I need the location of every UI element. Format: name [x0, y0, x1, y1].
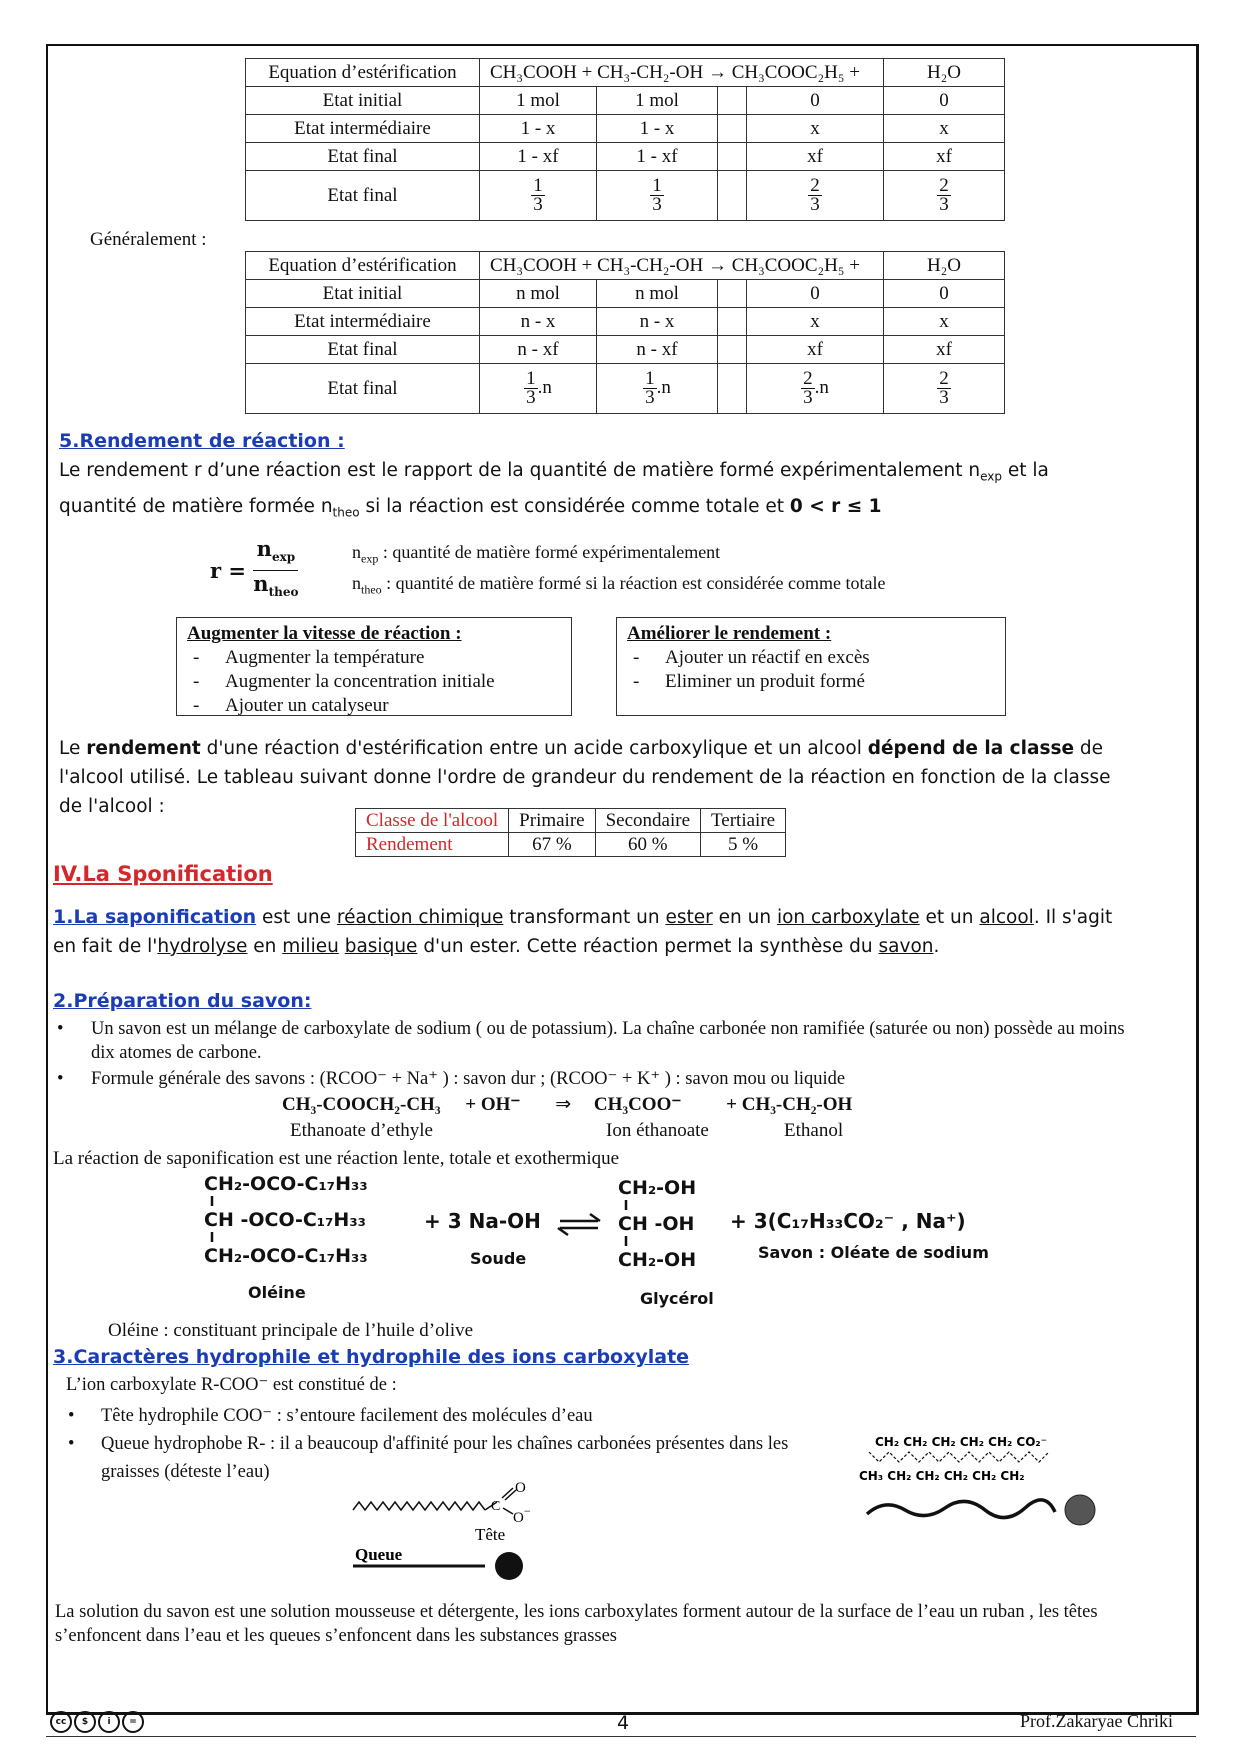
oleine-caption: Oléine : constituant principale de l’huile d’olive: [108, 1320, 474, 1341]
queue-label: Queue: [355, 1545, 403, 1564]
oleine-line-1: CH₂-OCO-C₁₇H₃₃: [204, 1173, 368, 1195]
page-number: 4: [617, 1712, 630, 1734]
table-row: Etat initial 1 mol 1 mol 0 0: [246, 87, 1005, 115]
table-header: H₂O: [884, 59, 1005, 87]
yield-definition: Le rendement r d’une réaction est le rapport de la quantité de matière formé expérimentalement $n_{exp}$ et la quantité de matière formée $n_{theo}$ si la réaction est considérée comme totale et 0 < r ≤ 1: [59, 460, 1049, 520]
table-row: Etat intermédiaire 1 - x 1 - x x x: [246, 115, 1005, 143]
svg-text:O−: O−: [513, 1504, 531, 1526]
section-3-title: 3.Caractères hydrophile et hydrophile des ions carboxylate: [53, 1346, 690, 1368]
table-row: Etat final $\frac{1}{3}$ $\frac{1}{3}$ $\frac{2}{3}$ $\frac{2}{3}$: [246, 171, 1005, 221]
list-item: - Ajouter un réactif en excès: [627, 646, 995, 670]
sodium-hydroxide: + 3 Na-OH: [424, 1209, 541, 1233]
table-header: CH₃COOH + CH₃-CH₂-OH → CH₃COOC₂H₅ +: [480, 59, 884, 87]
yield-formula: r = $\frac{n_{exp}}{n_{theo}}$: [210, 536, 299, 600]
glycerol-label: Glycérol: [640, 1289, 714, 1308]
glycerol-line-3: CH₂-OH: [618, 1249, 697, 1271]
section-5-title: 5.Rendement de réaction :: [59, 430, 345, 452]
table-row: Etat final n - xf n - xf xf xf: [246, 336, 1005, 364]
table-row: Etat final $\frac{1}{3}$ .n $\frac{1}{3}$ .n $\frac{2}{3}$ .n $\frac{2}{3}$: [246, 364, 1005, 414]
soap-label: Savon : Oléate de sodium: [758, 1243, 989, 1262]
svg-text:O: O: [515, 1480, 526, 1496]
chain-top-row: CH₂ CH₂ CH₂ CH₂ CH₂ CO₂⁻: [875, 1435, 1048, 1449]
carboxylate-ion-diagram: [345, 1480, 565, 1590]
list-item: • Un savon est un mélange de carboxylate de sodium ( ou de potassium). La chaîne carbonée non ramifiée (saturée ou non) possède au moins dix atomes de carbone.: [55, 1017, 1140, 1065]
ester-hydrolysis-equation: CH₃-COOCH₂-CH₃ + OH⁻ ⇒ CH₃COO⁻ + CH₃-CH₂-OH: [282, 1094, 853, 1115]
tete-label: Tête: [475, 1525, 506, 1544]
oleine-label: Oléine: [248, 1283, 306, 1302]
oleine-line-2: CH -OCO-C₁₇H₃₃: [204, 1209, 366, 1231]
license-badges: cc $ i =: [50, 1712, 144, 1732]
list-item: - Augmenter la concentration initiale: [187, 670, 561, 694]
saponification-characteristics: La réaction de saponification est une réaction lente, totale et exothermique: [53, 1148, 620, 1169]
table-row: Rendement 67 % 60 % 5 %: [356, 833, 786, 857]
carboxylate-intro: L’ion carboxylate R-COO⁻ est constitué de :: [66, 1375, 397, 1395]
yield-box: Améliorer le rendement : - Ajouter un réactif en excès - Eliminer un produit formé: [616, 617, 1006, 716]
footer-rule: [46, 1736, 1196, 1737]
table-header: CH₃COOH + CH₃-CH₂-OH → CH₃COOC₂H₅ +: [480, 252, 884, 280]
yield-class-paragraph: Le rendement d'une réaction d'estérification entre un acide carboxylique et un alcool dépend de la classe de l'alcool utilisé. Le tableau suivant donne l'ordre de grandeur du rendement de la réaction en fonction de la classe de l'alcool :: [59, 738, 1111, 817]
alcohol-class-table: Classe de l'alcool Primaire Secondaire Tertiaire Rendement 67 % 60 % 5 %: [355, 808, 786, 857]
esterification-table-2: [245, 251, 1005, 414]
yield-legend: $n_{exp}$ : quantité de matière formé expérimentalement $n_{theo}$ : quantité de matière formé si la réaction est considérée comme totale: [352, 542, 886, 597]
oleine-line-3: CH₂-OCO-C₁₇H₃₃: [204, 1245, 368, 1267]
table-header: H₂O: [884, 252, 1005, 280]
list-item: - Ajouter un catalyseur: [187, 694, 561, 718]
hydrophilic-head: [495, 1552, 523, 1580]
list-item: • Tête hydrophile COO⁻ : s’entoure facilement des molécules d’eau: [66, 1402, 826, 1430]
carboxylate-bullets: [66, 1402, 826, 1486]
section-iv-title: IV.La Sponification: [53, 862, 273, 886]
list-item: • Formule générale des savons : (RCOO⁻ + Na⁺ ) : savon dur ; (RCOO⁻ + K⁺ ) : savon mou ou liquide: [55, 1067, 1140, 1091]
esterification-table-1: [245, 58, 1005, 221]
list-item: - Eliminer un produit formé: [627, 670, 995, 694]
soude-label: Soude: [470, 1249, 527, 1268]
chain-bottom-row: CH₃ CH₂ CH₂ CH₂ CH₂ CH₂: [859, 1469, 1025, 1483]
glycerol-line-1: CH₂-OH: [618, 1177, 697, 1199]
soap-bullets: [55, 1017, 1140, 1091]
table-row: Etat intermédiaire n - x n - x x x: [246, 308, 1005, 336]
author: Prof.Zakaryae Chriki: [1020, 1711, 1173, 1731]
list-item: • Queue hydrophobe R- : il a beaucoup d'affinité pour les chaînes carbonées présentes dans les graisses (déteste l’eau): [66, 1430, 826, 1486]
table-row: Etat final 1 - xf 1 - xf xf xf: [246, 143, 1005, 171]
triglyceride-saponification-diagram: [200, 1170, 990, 1318]
hydrocarbon-chain-diagram: [855, 1428, 1105, 1528]
glycerol-line-2: CH -OH: [618, 1213, 695, 1235]
sodium-oleate: + 3(C₁₇H₃₃CO₂⁻ , Na⁺): [730, 1209, 966, 1233]
list-item: - Augmenter la température: [187, 646, 561, 670]
table-row: Etat initial n mol n mol 0 0: [246, 280, 1005, 308]
table-header: Equation d’estérification: [246, 59, 480, 87]
section-2-title: 2.Préparation du savon:: [53, 990, 312, 1012]
speed-box: Augmenter la vitesse de réaction : - Augmenter la température - Augmenter la concentration initiale - Ajouter un catalyseur: [176, 617, 572, 716]
generally-label: Généralement :: [90, 229, 207, 250]
soap-solution-paragraph: La solution du savon est une solution mousseuse et détergente, les ions carboxylates forment autour de la surface de l’eau un ruban , les têtes s’enfoncent dans l’eau et les queues s’enfoncent dans les substances grasses: [55, 1602, 1098, 1646]
equation-names: Ethanoate d’ethyle Ion éthanoate Ethanol: [290, 1120, 844, 1141]
saponification-definition: 1.La saponification est une réaction chimique transformant un ester en un ion carboxylate et un alcool. Il s'agit en fait de l'hydrolyse en milieu basique d'un ester. Cette réaction permet la synthèse du savon.: [53, 906, 1113, 957]
svg-text:C: C: [491, 1499, 501, 1514]
table-header: Equation d’estérification: [246, 252, 480, 280]
